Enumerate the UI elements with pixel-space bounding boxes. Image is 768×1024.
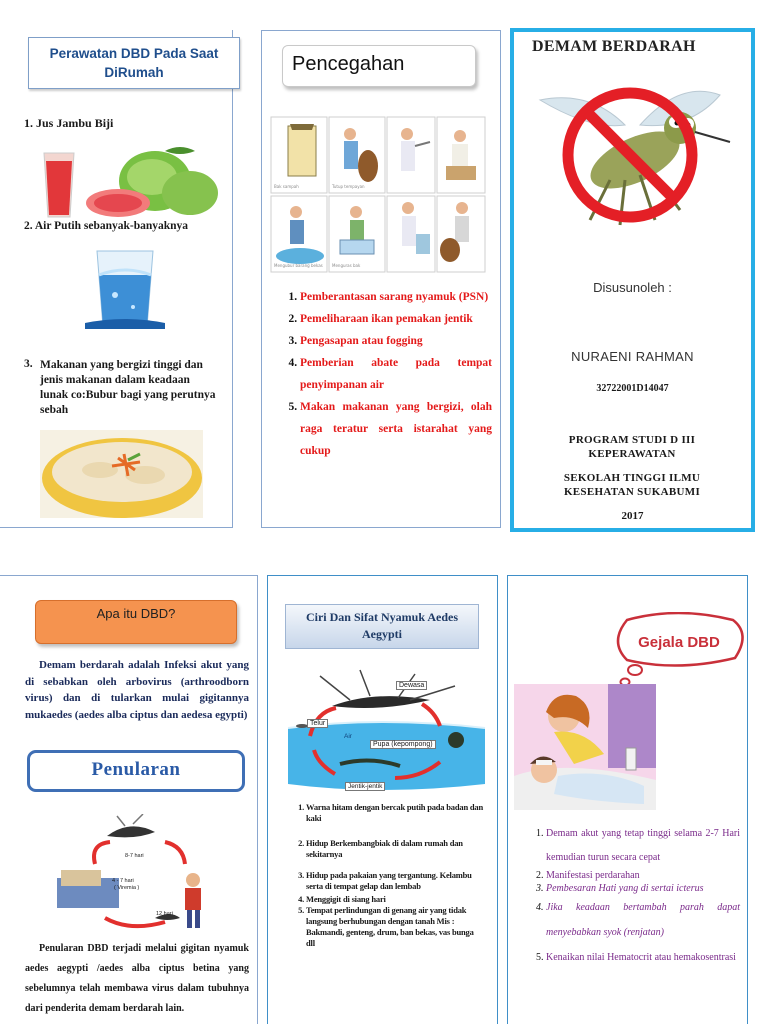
home-care-item-1: 1. Jus Jambu Biji bbox=[24, 116, 114, 130]
symptom-item: 3. Pembesaran Hati yang di sertai icterus bbox=[546, 883, 740, 896]
prevention-item: 5. Makan makanan yang bergizi, olah raga teratur serta istarahat yang cukup bbox=[300, 396, 492, 462]
symptom-item: 5. Kenaikan nilai Hematocrit atau hemakosentrasi bbox=[546, 945, 740, 970]
lifecycle-label-adult: Dewasa bbox=[396, 681, 427, 690]
symptoms-title-bubble bbox=[605, 612, 750, 692]
home-care-item-3-text: Makanan yang bergizi tinggi dan jenis makanan dalam keadaan lunak co:Bubur bagi yang perutnya sebah bbox=[40, 359, 216, 416]
mosquito-lifecycle-image bbox=[280, 666, 492, 796]
author-name: NURAENI RAHMAN bbox=[571, 349, 694, 364]
svg-text:Bak sampah: Bak sampah bbox=[274, 184, 299, 189]
home-care-item-2: 2. Air Putih sebanyak-banyaknya bbox=[24, 220, 189, 232]
trait-item: 1. Warna hitam dengan bercak putih pada badan dan kaki bbox=[306, 802, 484, 824]
svg-text:Menguras bak: Menguras bak bbox=[332, 263, 361, 268]
prevention-title: Pencegahan bbox=[292, 53, 405, 75]
guava-juice-image bbox=[40, 143, 218, 219]
symptom-item: 2. Manifestasi perdarahan bbox=[546, 870, 740, 883]
svg-text:Tutup tempayan: Tutup tempayan bbox=[332, 184, 365, 189]
student-id: 32722001D14047 bbox=[596, 383, 669, 394]
cover-year: 2017 bbox=[621, 510, 644, 522]
transmission-cycle-image bbox=[55, 814, 215, 932]
home-care-title: Perawatan DBD Pada Saat DiRumah bbox=[49, 46, 219, 80]
about-text: Demam berdarah adalah Infeksi akut yang di sebabkan oleh arbovirus (arthroodborn virus) dan di tularkan mulai gigitannya mukaedes (aedes alba ciptus dan aedesa egypti) bbox=[25, 659, 249, 721]
home-care-item-3-number: 3. bbox=[24, 358, 33, 370]
symptoms-list bbox=[546, 822, 740, 970]
prevention-item: 4. Pemberian abate pada tempat penyimpanan air bbox=[300, 352, 492, 396]
lifecycle-label-egg: Telur bbox=[307, 719, 328, 728]
compiled-by-label: Disusunoleh : bbox=[593, 280, 672, 295]
cycle-label-a: 8-7 hari bbox=[125, 853, 144, 859]
cycle-label-b: 4 - 7 hari bbox=[112, 878, 134, 884]
transmission-title: Penularan bbox=[91, 759, 181, 780]
traits-title: Ciri Dan Sifat Nyamuk Aedes Aegypti bbox=[305, 610, 458, 641]
trait-item: 3. Hidup pada pakaian yang tergantung. Kelambu serta di tempat gelap dan lembab bbox=[306, 870, 484, 892]
porridge-image bbox=[40, 430, 203, 518]
lifecycle-label-water: Air bbox=[344, 733, 352, 740]
lifecycle-label-larva: Jentik-jentik bbox=[345, 782, 385, 791]
symptom-item: 4. Jika keadaan bertambah parah dapat menyebabkan syok (renjatan) bbox=[546, 895, 740, 945]
prevention-list bbox=[300, 286, 492, 462]
cycle-label-b2: ( Viremia ) bbox=[114, 885, 140, 891]
trait-item: 4. Menggigit di siang hari bbox=[306, 894, 484, 905]
lifecycle-label-pupa: Pupa (kepompong) bbox=[370, 740, 436, 749]
no-mosquito-icon bbox=[530, 80, 735, 230]
symptoms-title: Gejala DBD bbox=[638, 634, 720, 651]
prevention-item: 1. Pemberantasan sarang nyamuk (PSN) bbox=[300, 286, 492, 308]
prevention-item: 2. Pemeliharaan ikan pemakan jentik bbox=[300, 308, 492, 330]
cycle-label-c: 12 hari bbox=[156, 911, 173, 917]
about-title: Apa itu DBD? bbox=[96, 606, 176, 621]
study-program: PROGRAM STUDI D III KEPERAWATAN bbox=[568, 434, 696, 460]
traits-list bbox=[306, 802, 484, 949]
cover-title: DEMAM BERDARAH bbox=[532, 38, 696, 55]
water-glass-image bbox=[85, 245, 165, 329]
transmission-text: Penularan DBD terjadi melalui gigitan nyamuk aedes aegypti /aedes alba ciptus betina yang sebelumnya telah membawa virus dalam tubuhnya dari penderita demam berdarah lain. bbox=[25, 943, 249, 1014]
trait-item: 2. Hidup Berkembangbiak di dalam rumah dan sekitarnya bbox=[306, 838, 484, 860]
prevention-item: 3. Pengasapan atau fogging bbox=[300, 330, 492, 352]
trait-item: 5. Tempat perlindungan di genang air yang tidak langsung berhubungan dengan tanah Mis : Bakmandi, genteng, drum, ban bekas, vas bunga dll bbox=[306, 905, 484, 949]
prevention-illustrations bbox=[270, 116, 486, 274]
school-name: SEKOLAH TINGGI ILMU KESEHATAN SUKABUMI bbox=[563, 472, 701, 498]
symptom-item: 1. Demam akut yang tetap tinggi selama 2-7 Hari kemudian turun secara cepat bbox=[546, 822, 740, 870]
svg-text:Mengubur barang bekas: Mengubur barang bekas bbox=[274, 263, 323, 268]
sick-child-image bbox=[514, 684, 656, 810]
